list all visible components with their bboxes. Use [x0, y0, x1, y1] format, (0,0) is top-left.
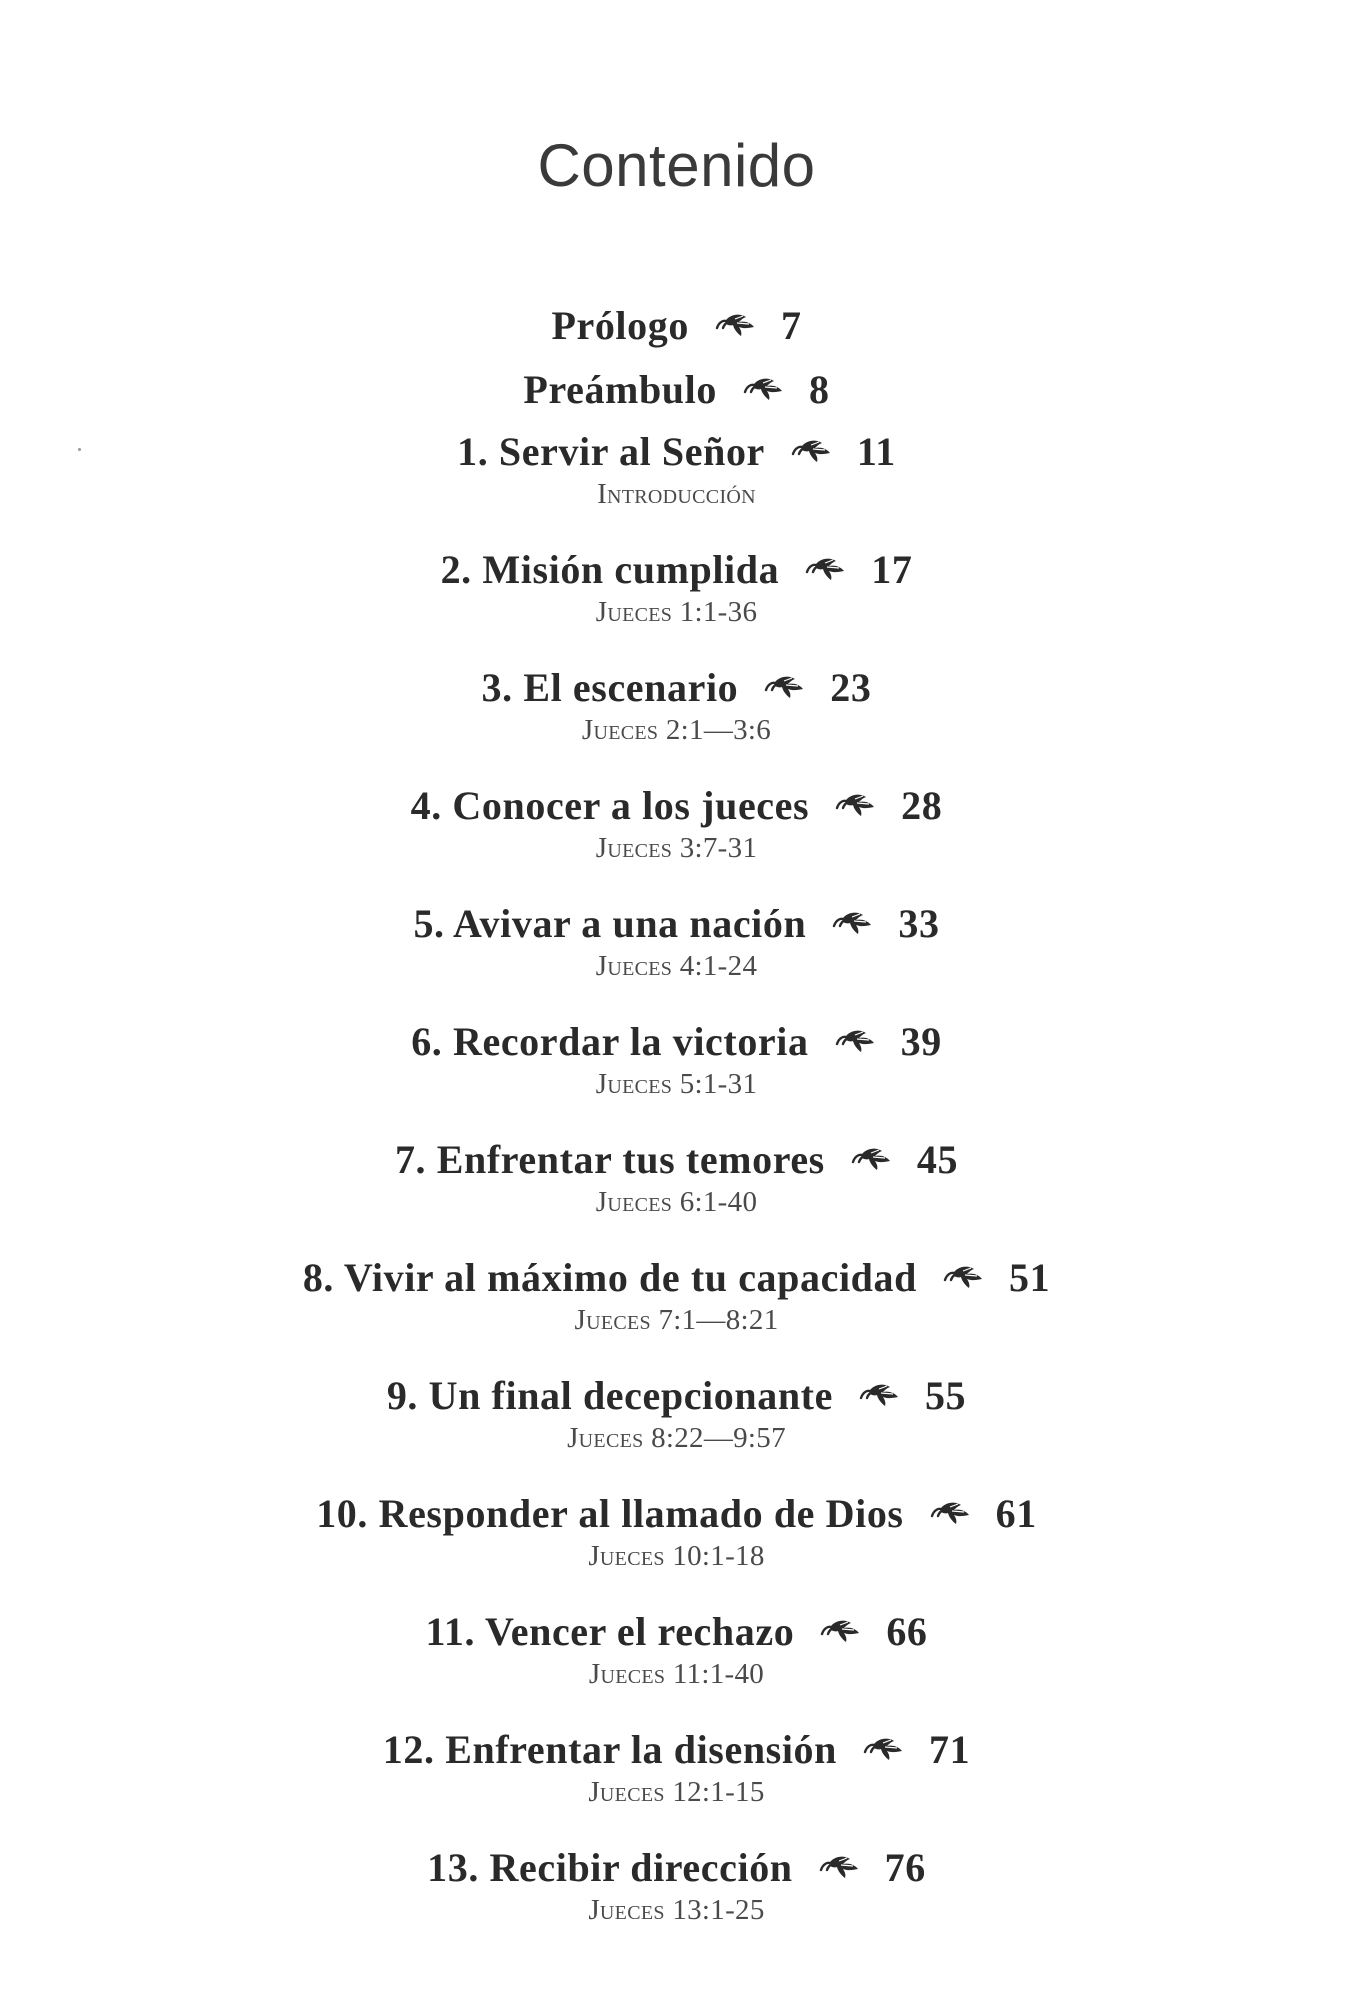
toc-front-entry — [0, 364, 1353, 416]
toc-entry-scripture-reference: Jueces 8:22—9:57 — [567, 1422, 786, 1454]
toc-entry-page-number: 71 — [929, 1727, 971, 1772]
toc-entry-title: Preámbulo — [523, 367, 717, 412]
toc-entry-scripture-reference: Jueces 2:1—3:6 — [581, 714, 772, 746]
toc-entry-scripture-reference: Jueces 4:1-24 — [595, 950, 758, 982]
leaf-ornament-icon — [713, 310, 759, 338]
leaf-ornament-icon — [741, 374, 787, 402]
toc-entry-line — [395, 1136, 958, 1184]
leaf-ornament-icon — [817, 1852, 863, 1880]
toc-entry-title: 2. Misión cumplida — [440, 547, 780, 592]
toc-entry-scripture-reference: Jueces 3:7-31 — [595, 832, 758, 864]
toc-entry-line — [427, 1844, 926, 1892]
front-matter-list — [0, 300, 1353, 416]
toc-entry-scripture-reference: Introducción — [597, 478, 756, 510]
toc-entry-title: 4. Conocer a los jueces — [410, 783, 810, 828]
toc-entry-line — [441, 546, 913, 594]
leaf-ornament-icon — [830, 908, 876, 936]
toc-entry-title: Prólogo — [551, 303, 689, 348]
toc-entry-scripture-reference: Jueces 11:1-40 — [588, 1658, 765, 1690]
toc-chapter-entry — [0, 1844, 1353, 1928]
toc-entry-title: 5. Avivar a una nación — [413, 901, 807, 946]
leaf-ornament-icon — [857, 1380, 903, 1408]
toc-chapter-entry — [0, 1726, 1353, 1810]
toc-entry-page-number: 39 — [900, 1019, 942, 1064]
toc-entry-title: 1. Servir al Señor — [457, 429, 765, 474]
toc-entry-line — [457, 428, 896, 476]
toc-entry-title: 3. El escenario — [481, 665, 739, 710]
toc-entry-page-number: 33 — [898, 901, 940, 946]
chapter-list — [0, 428, 1353, 1928]
toc-chapter-entry — [0, 1490, 1353, 1574]
toc-chapter-entry — [0, 1136, 1353, 1220]
toc-chapter-entry — [0, 1372, 1353, 1456]
toc-chapter-entry — [0, 428, 1353, 512]
toc-entry-page-number: 23 — [830, 665, 872, 710]
toc-entry-line — [425, 1608, 927, 1656]
toc-entry-page-number: 11 — [856, 429, 896, 474]
toc-entry-scripture-reference: Jueces 13:1-25 — [588, 1894, 765, 1926]
leaf-ornament-icon — [833, 790, 879, 818]
toc-entry-page-number: 61 — [995, 1491, 1037, 1536]
toc-entry-line — [482, 664, 872, 712]
leaf-ornament-icon — [789, 436, 835, 464]
toc-front-entry — [0, 300, 1353, 352]
toc-entry-line — [413, 900, 939, 948]
toc-chapter-entry — [0, 900, 1353, 984]
toc-entry-title: 6. Recordar la victoria — [411, 1019, 809, 1064]
toc-entry-line — [316, 1490, 1037, 1538]
toc-chapter-entry — [0, 1018, 1353, 1102]
table-of-contents — [0, 300, 1353, 1962]
toc-entry-title: 12. Enfrentar la disensión — [382, 1727, 837, 1772]
toc-entry-page-number: 7 — [780, 303, 802, 348]
toc-entry-title: 13. Recibir dirección — [427, 1845, 793, 1890]
leaf-ornament-icon — [818, 1616, 864, 1644]
leaf-ornament-icon — [833, 1026, 879, 1054]
page-title: Contenido — [537, 132, 816, 199]
toc-entry-scripture-reference: Jueces 12:1-15 — [588, 1776, 765, 1808]
leaf-ornament-icon — [861, 1734, 907, 1762]
toc-entry-title: 9. Un final decepcionante — [386, 1373, 833, 1418]
toc-entry-page-number: 45 — [916, 1137, 959, 1182]
toc-entry-page-number: 66 — [886, 1609, 928, 1654]
toc-chapter-entry — [0, 1254, 1353, 1338]
leaf-ornament-icon — [803, 554, 849, 582]
toc-entry-page-number: 28 — [901, 783, 943, 828]
leaf-ornament-icon — [941, 1262, 987, 1290]
toc-entry-scripture-reference: Jueces 6:1-40 — [595, 1186, 758, 1218]
toc-entry-page-number: 17 — [871, 547, 913, 592]
toc-chapter-entry — [0, 782, 1353, 866]
toc-entry-page-number: 8 — [808, 367, 830, 412]
toc-entry-title: 11. Vencer el rechazo — [425, 1609, 795, 1654]
toc-entry-line — [383, 1726, 970, 1774]
page-speck — [78, 448, 81, 451]
toc-entry-scripture-reference: Jueces 7:1—8:21 — [574, 1304, 779, 1336]
leaf-ornament-icon — [762, 672, 808, 700]
toc-entry-line — [303, 1254, 1050, 1302]
toc-entry-page-number: 51 — [1008, 1255, 1051, 1300]
toc-entry-scripture-reference: Jueces 5:1-31 — [595, 1068, 758, 1100]
leaf-ornament-icon — [928, 1498, 974, 1526]
toc-entry-page-number: 76 — [884, 1845, 926, 1890]
toc-entry-line — [551, 300, 801, 352]
toc-entry-line — [387, 1372, 966, 1420]
toc-entry-scripture-reference: Jueces 1:1-36 — [595, 596, 758, 628]
toc-entry-title: 8. Vivir al máximo de tu capacidad — [302, 1255, 917, 1300]
toc-entry-line — [411, 782, 943, 830]
leaf-ornament-icon — [849, 1144, 895, 1172]
toc-entry-line — [523, 364, 829, 416]
toc-chapter-entry — [0, 664, 1353, 748]
toc-entry-scripture-reference: Jueces 10:1-18 — [588, 1540, 765, 1572]
toc-chapter-entry — [0, 546, 1353, 630]
toc-entry-title: 10. Responder al llamado de Dios — [316, 1491, 904, 1536]
toc-chapter-entry — [0, 1608, 1353, 1692]
toc-entry-line — [411, 1018, 942, 1066]
toc-entry-title: 7. Enfrentar tus temores — [394, 1137, 825, 1182]
toc-entry-page-number: 55 — [924, 1373, 967, 1418]
